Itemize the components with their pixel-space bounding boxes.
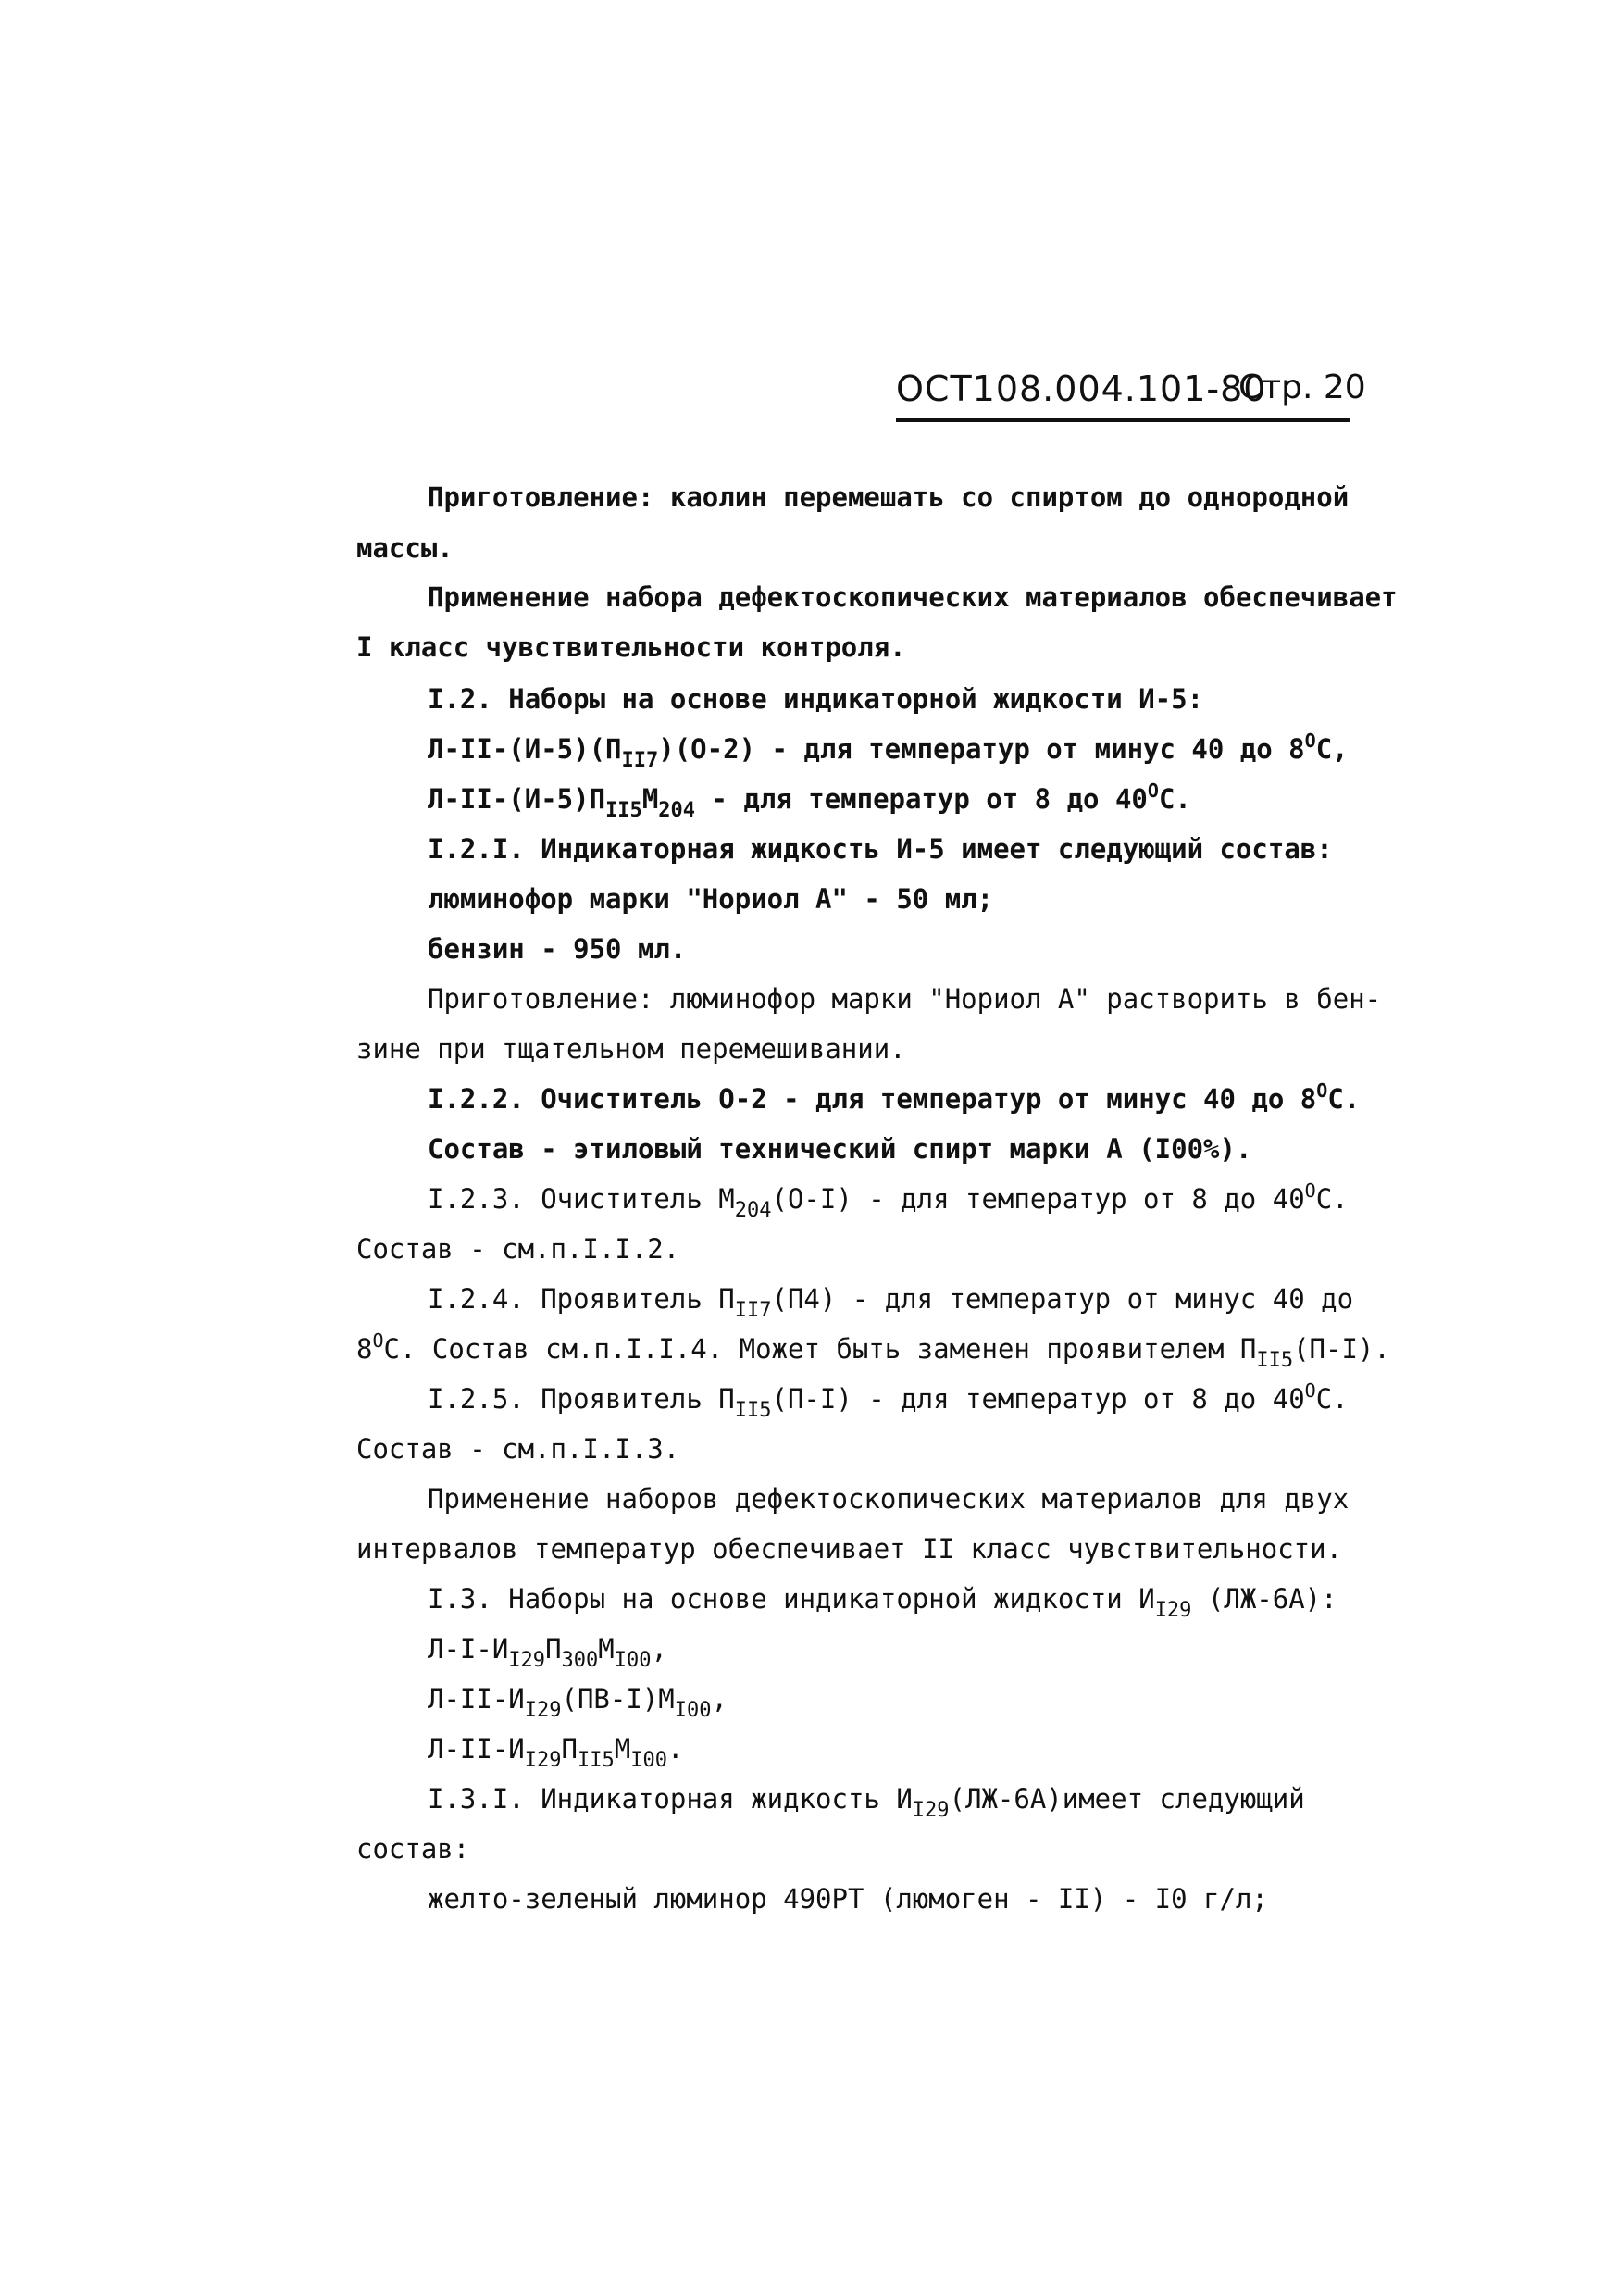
page-header — [896, 368, 1366, 424]
kit-formula-1-2-b: $Л-II-(И-5)П_{II5}М_{204}$ - для температур от 8 до $40^ОС$. — [428, 780, 1191, 822]
composition-item-1: люминофор марки "Нориол А" - 50 мл; — [428, 883, 994, 915]
section-heading-1-3-1: I.3.I. Индикаторная жидкость $И_{I29}(ЛЖ-6А)имеет$ следующий — [428, 1783, 1305, 1822]
section-heading-1-3: I.3. Наборы на основе индикаторной жидкости $И_{I29}$ (ЛЖ-6А): — [428, 1583, 1337, 1622]
section-heading-1-2-1: I.2.I. Индикаторная жидкость И-5 имеет следующий состав: — [428, 833, 1333, 865]
section-heading-1-2-3: I.2.3. Очиститель $М_{204}(О-I)$ - для температур от 8 до $40^ОС$. — [428, 1179, 1349, 1222]
section-heading-1-2-2: I.2.2. Очиститель О-2 - для температур от минус 40 до $8^ОС$. — [428, 1079, 1361, 1115]
kit-formula-1-3-b: $Л-II-И_{I29}(ПВ-I)М_{I00}$, — [428, 1683, 728, 1722]
paragraph-preparation-2-cont: зине при тщательном перемешивании. — [356, 1033, 906, 1065]
paragraph-application-1: Применение набора дефектоскопических материалов обеспечивает — [428, 581, 1398, 613]
paragraph-application-1-cont: I класс чувствительности контроля. — [356, 631, 906, 663]
paragraph-preparation-1: Приготовление: каолин перемешать со спиртом до однородной — [428, 481, 1350, 513]
section-heading-1-2: I.2. Наборы на основе индикаторной жидкости И-5: — [428, 683, 1204, 715]
section-heading-1-2-4: I.2.4. Проявитель $П_{II7}(П4)$ - для температур от минус 40 до — [428, 1283, 1354, 1322]
header-underline — [896, 418, 1350, 422]
composition-item-1-3-1: желто-зеленый люминор 490РТ (люмоген - II) - I0 г/л; — [428, 1883, 1268, 1915]
composition-1-2-5: Состав - см.п.I.I.3. — [356, 1433, 680, 1465]
composition-1-2-3: Состав - см.п.I.I.2. — [356, 1233, 680, 1265]
section-heading-1-2-5: I.2.5. Проявитель $П_{II5}(П-I)$ - для температур от 8 до $40^ОС$. — [428, 1379, 1349, 1422]
section-1-2-4-cont: $8^ОС$. Состав см.п.I.I.4. Может быть заменен проявителем $П_{II5}(П-I)$. — [356, 1329, 1390, 1372]
kit-formula-1-2-a: $Л-II-(И-5)(П_{II7})(О-2)$ - для температур от минус 40 до $8^ОС$, — [428, 730, 1349, 772]
section-1-3-1-cont: состав: — [356, 1833, 470, 1865]
composition-item-2: бензин - 950 мл. — [428, 933, 687, 965]
document-code: ОСТ108.004.101-80 — [896, 368, 1267, 409]
paragraph-application-2-cont: интервалов температур обеспечивает II класс чувствительности. — [356, 1533, 1343, 1565]
kit-formula-1-3-a: $Л-I-И_{I29}П_{300}М_{I00}$, — [428, 1633, 667, 1672]
paragraph-application-2: Применение наборов дефектоскопических материалов для двух — [428, 1483, 1350, 1515]
page-number: Стр. 20 — [1238, 368, 1366, 406]
composition-1-2-2: Состав - этиловый технический спирт марки А (I00%). — [428, 1133, 1252, 1165]
paragraph-preparation-2: Приготовление: люминофор марки "Нориол А" растворить в бен- — [428, 983, 1382, 1015]
kit-formula-1-3-c: $Л-II-И_{I29}П_{II5}М_{I00}$. — [428, 1733, 684, 1772]
paragraph-preparation-1-cont: массы. — [356, 532, 454, 564]
